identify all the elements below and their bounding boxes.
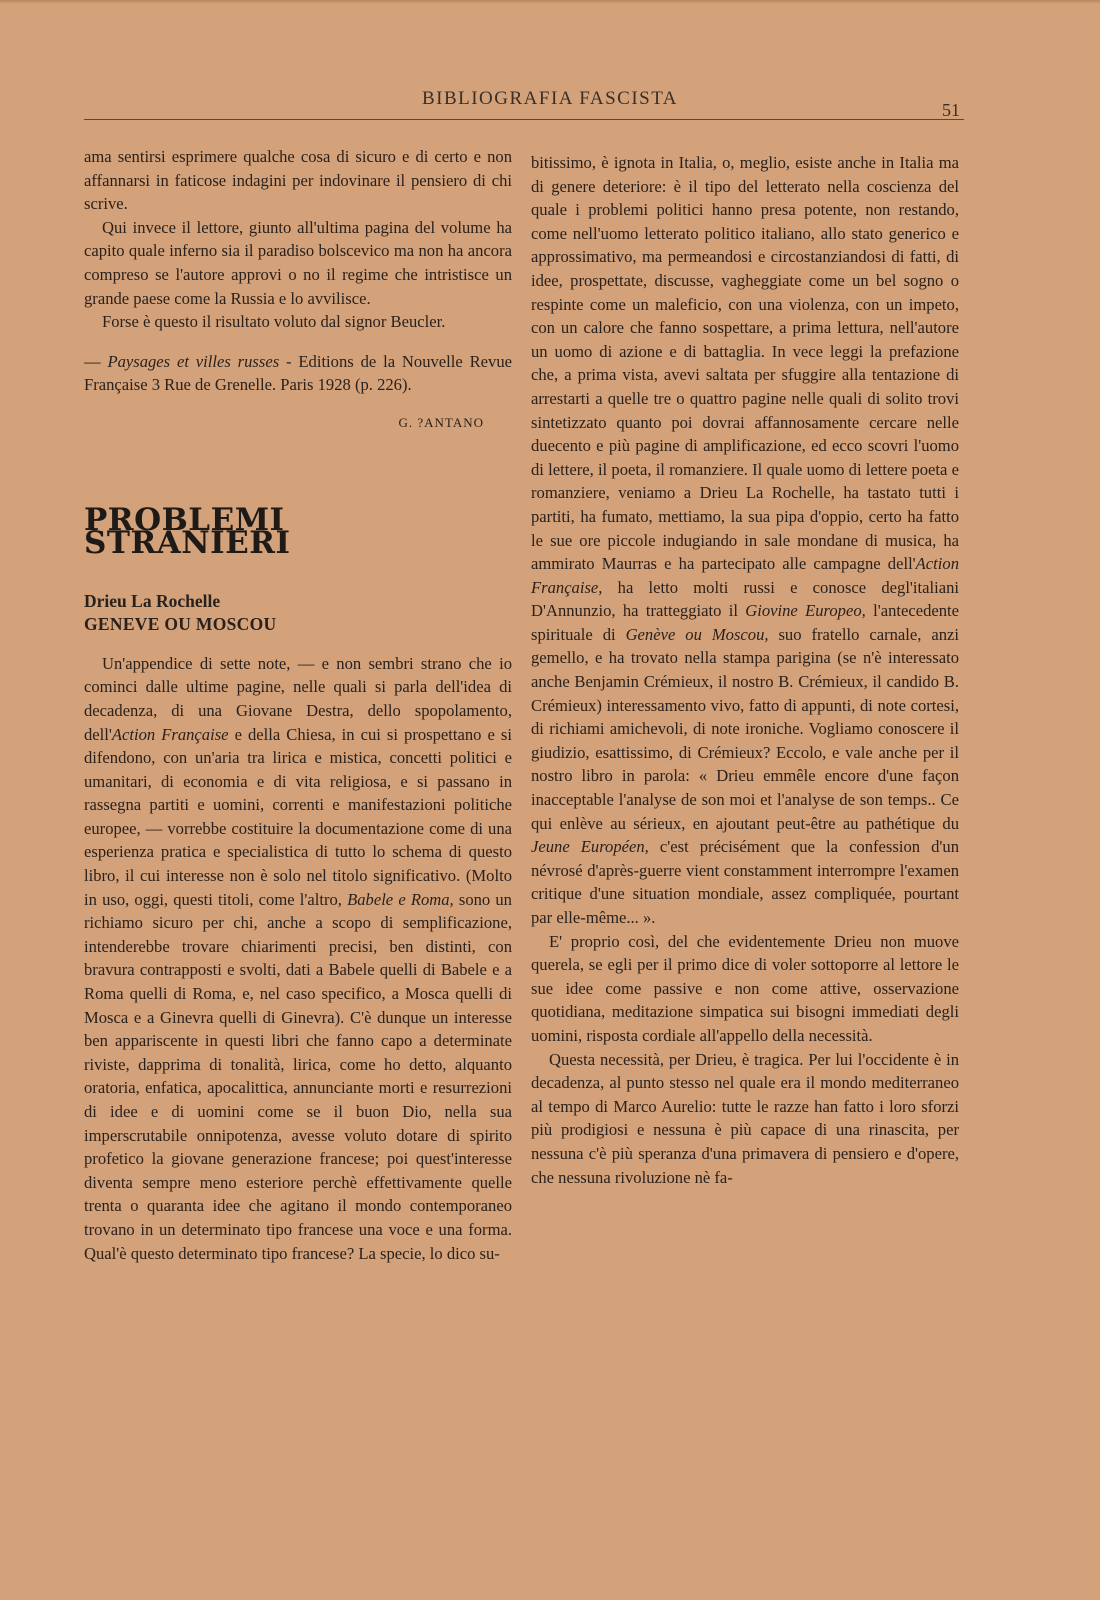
header-rule	[84, 119, 964, 120]
running-title: BIBLIOGRAFIA FASCISTA	[421, 88, 679, 109]
paragraph: Forse è questo il risultato voluto dal signor Beucler.	[102, 312, 446, 332]
reviewed-author: Drieu La Rochelle	[84, 590, 221, 611]
paragraph: Questa necessità, per Drieu, è tragica. Per lui l'occidente è in decadenza, al punto stesso nel quale era il mondo mediterraneo al tempo di Marco Aurelio: tutte le razze han fatto i loro sforzi più prodigiosi e nessuna è più capace di una rinascita, per nessuna c'è più speranza d'una primavera di pensiero e d'opere, che nessuna rivoluzione nè fa-	[531, 1049, 959, 1187]
italic-title: Babele e Roma,	[347, 889, 454, 909]
biblio-title: Paysages et villes russes	[107, 351, 280, 371]
paragraph	[531, 151, 959, 930]
italic-title: Jeune Européen,	[531, 837, 649, 857]
left-column	[84, 145, 512, 1265]
text-run: c'est précisément que la confession d'un névrosé d'après-guerre vient constamment interrompre l'examen critique d'une situation mondiale, assez compliquée, pourtant par elle-même... ».	[531, 837, 959, 927]
italic-title: Action Française,	[531, 554, 959, 597]
text-run: bitissimo, è ignota in Italia, o, meglio, esiste anche in Italia ma di genere deteriore: è il tipo del letterato nella coscienza del quale i problemi politici hanno presa potente, non restando, come nell'uomo letterato politico italiano, allo stato generico e approssimativo, ma permeandosi e circostanziandosi di fatti, di idee, prospettate, discusse, vagheggiate come un bel sogno o respinte come un maleficio, con una violenza, con un impeto, con un calore che fanno sospettare, a prima lettura, nell'autore un uomo di azione e di battaglia. In vece leggi la prefazione che, a prima vista, avevi saltata per sfuggire alla tentazione di arrestarti a quelle tre o quattro pagine nelle quali di solito trovi sintetizzato quanto poi dovrai affannosamente cercare nelle duecento e più pagine di amplificazione, ed ecco scovri l'uomo di lettere, il poeta, il romanziere. Il quale uomo di lettere poeta e romanziere, veniamo a Drieu La Rochelle, ha tastato tutti i partiti, ha fumato, mettiamo, la sua pipa d'oppio, certo ha fatto le sue ore piccole indugiando in sale mondane di musica, ha ammirato Maurras e ha partecipato alle campagne dell'	[531, 153, 959, 574]
biblio-dash: —	[84, 351, 108, 371]
reviewed-book-title: GENEVE OU MOSCOU	[84, 613, 277, 634]
section-title: PROBLEMI STRANIERI	[84, 501, 291, 562]
text-run: e della Chiesa, in cui si prospettano e si difendono, con un'aria tra lirica e mistica, concetti politici e umanitari, di economia e di vita religiosa, e si passano in rassegna partiti e uomini, correnti e manifestazioni politiche europee, — vorrebbe costituire la documentazione come di una esperienza pratica e specialistica di tutto lo schema di questo libro, il cui interesse non è solo nel titolo significativo. (Molto in uso, oggi, questi titoli, come l'altro,	[84, 724, 513, 909]
paragraph: ama sentirsi esprimere qualche cosa di sicuro e di certo e non affannarsi in faticose indagini per indovinare il pensiero di chi scrive.	[84, 147, 512, 214]
paragraph: E' proprio così, del che evidentemente Drieu non muove querela, se egli per il primo dice di voler sottoporre al lettore le sue idee come passive e non come attive, osservazione quotidiana, meditazione simpatica sui bisogni immediati degli uomini, risposta cordiale all'appello della necessità.	[531, 931, 959, 1045]
right-column	[531, 151, 959, 1189]
text-run: ha letto molti russi e conosce degl'italiani D'Annunzio, ha tratteggiato il	[531, 577, 959, 621]
italic-title: Giovine Europeo,	[745, 601, 866, 621]
paragraph: Qui invece il lettore, giunto all'ultima pagina del volume ha capito quale inferno sia il paradiso bolscevico ma non ha ancora compreso se l'autore approvi o no il regime che intristisce un grande paese come la Russia e lo avvilisce.	[84, 217, 512, 308]
review-signature: G. ?ANTANO	[398, 414, 484, 430]
text-run: Un'appendice di sette note, — e non sembri strano che io cominci dalle ultime pagine, nelle quali si parla dell'idea di decadenza, di una Giovane Destra, dello spopolamento, dell'	[84, 653, 512, 744]
paragraph	[84, 652, 512, 1265]
text-run: sono un richiamo sicuro per chi, anche a scopo di semplificazione, intenderebbe trovare chiarimenti precisi, ben distinti, con bravura contrapposti e svolti, dati a Babele quelli di Babele e a Roma quelli di Roma, e, nel caso specifico, a Mosca quelli di Mosca e a Ginevra quelli di Ginevra). C'è dunque un interesse ben appariscente in questi libri che fanno capo a determinate riviste, dapprima di tonalità, lirica, come ho detto, alquanto oratoria, enfatica, apocalittica, annunciante morti e resurrezioni di idee e di uomini come se il buon Dio, nella sua imperscrutabile onnipotenza, avesse voluto dotare di spirito profetico la giovane generazione francese; poi quest'interesse diventa sempre meno esteriore perchè effettivamente quelle trenta o quaranta idee che agitano il mondo contemporaneo trovano in un determinato tipo francese una voce e una forma. Qual'è questo determinato tipo francese? La specie, lo dico su-	[84, 889, 512, 1263]
page-number: 51	[942, 100, 960, 120]
page-top-edge	[0, 0, 1100, 4]
italic-title: Genève ou Moscou,	[625, 624, 769, 644]
text-run: suo fratello carnale, anzi gemello, e ha trovato nella stampa parigina (se n'è interessato anche Benjamin Crémieux, il nostro B. Crémieux, il candido B. Crémieux) interessamento vivo, fatto di appunti, di note cortesi, di richiami amichevoli, di note ironiche. Vogliamo conoscere il giudizio, esattissimo, di Crémieux? Eccolo, e vale anche per il nostro libro in parola: « Drieu emmêle encore d'une façon inacceptable l'analyse de son moi et l'analyse de son temps.. Ce qui enlève au sérieux, en ajoutant peut-être au pathétique du	[531, 624, 959, 833]
bibliographic-reference	[84, 350, 512, 397]
biblio-details: - Editions de la Nouvelle Revue Française 3 Rue de Grenelle. Paris 1928 (p. 226).	[84, 351, 512, 395]
italic-title: Action Française	[111, 724, 229, 744]
text-run: l'antecedente spirituale di	[531, 601, 960, 644]
